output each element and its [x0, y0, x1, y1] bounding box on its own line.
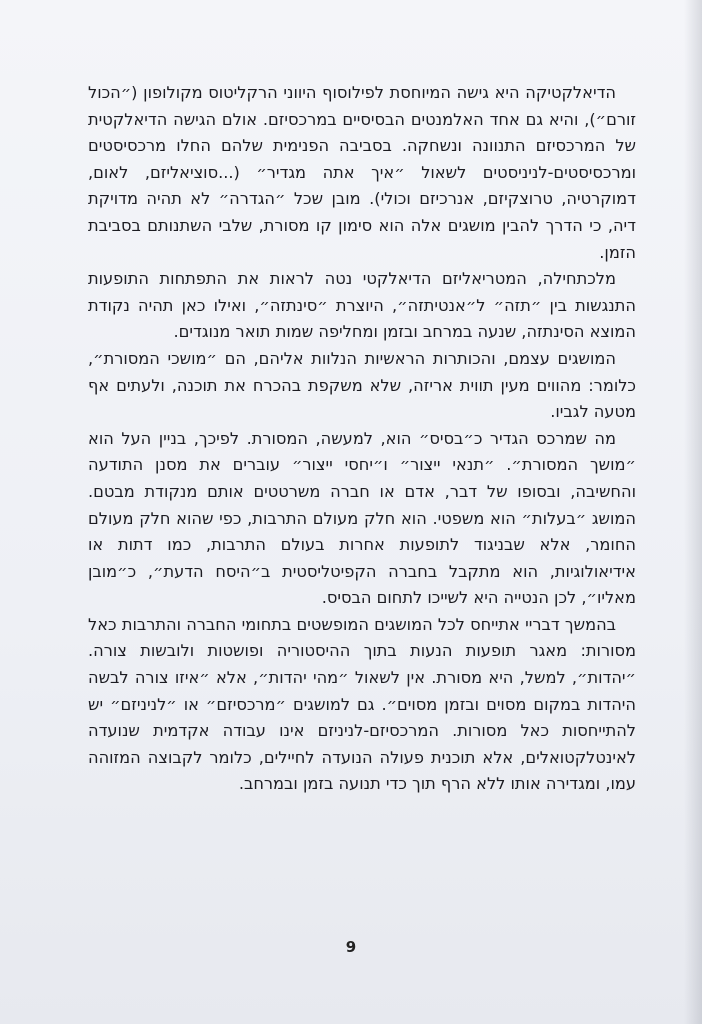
paragraph-traditions: בהמשך דבריי אתייחס לכל המושגים המופשטים בתחומי החברה והתרבות כאל מסורות: מאגר תופעות הנעות בתוך ההיסטוריה ופושטות ולובשות צורה. ״יהדות״, למשל, היא מסורת. אין לשאול ״מהי יהדות״, אלא ״איזו צורה לבשה היהדות במקום מסוים ובזמן מסוים״. גם למושגים ״מרכסיזם״ או ״לניניזם״ יש להתייחסות כאל מסורות. המרכסיזם-לניניזם אינו עבודה אקדמית שנועדה לאינטלקטואלים, אלא תוכנית פעולה הנועדה לחיילים, כלומר לקבוצה המזוהה עמו, ומגדירה אותו ללא הרף תוך כדי תנועה בזמן ובמרחב.: [88, 614, 636, 794]
paragraph-dialectics: הדיאלקטיקה היא גישה המיוחסת לפילוסוף היווני הרקליטוס מקולופון (״הכול זורם״), והיא גם אחד האלמנטים הבסיסיים במרכסיזם. אולם הגישה הדיאלקטית של המרכסיזם התנוונה ונשחקה. בסביבה הפנימית שלהם החלו מרכסיסטים ומרכסיסטים-לניניסטים לשאול ״איך אתה מגדיר״ (...סוציאליזם, לאום, דמוקרטיה, טרוצקיזם, אנרכיזם וכולי). מובן שכל ״הגדרה״ לא תהיה מדויקת דיה, כי הדרך להבין מושגים אלה הוא סימון קו מסורת, שלבי השתנותם בסביבת הזמן.: [88, 83, 636, 262]
paragraph-synthesis: מלכתחילה, המטריאליזם הדיאלקטי נטה לראות את התפתחות התופעות התנגשות בין ״תזה״ ל״אנטיתזה״, היוצרת ״סינתזה״, ואילו כאן תהיה נקודת המוצא הסינתזה, שנעה במרחב ובזמן ומחליפה שמות תואר מנוגדים.: [88, 269, 636, 342]
paragraph-base-superstructure: מה שמרכס הגדיר כ״בסיס״ הוא, למעשה, המסורת. לפיכך, בניין העל הוא ״מושך המסורת״. ״תנאי ייצור״ ו״יחסי ייצור״ עוברים את מסנן התודעה והחשיבה, ובסופו של דבר, אדם או חברה משרטטים אותם מנקודת מבטם. המושג ״בעלות״ הוא משפטי. הוא חלק מעולם התרבות, כפי שהוא חלק מעולם החומר, אלא שבניגוד לתופעות אחרות בעולם התרבות, כמו דתות או אידיאולוגיות, הוא מתקבל בחברה הקפיטליסטית ב״היסח הדעת״, כ״מובן מאליו״, לכן הנטייה היא לשייכו לתחום הבסיס.: [88, 428, 636, 608]
paragraph-concepts: המושגים עצמם, והכותרות הראשיות הנלוות אליהם, הם ״מושכי המסורת״, כלומר: מהווים מעין תווית אריזה, שלא משקפת בהכרח את תוכנה, ולעתים אף מטעה לגביו.: [88, 348, 636, 422]
page-number: 9: [345, 938, 357, 956]
body-text: [88, 80, 636, 798]
